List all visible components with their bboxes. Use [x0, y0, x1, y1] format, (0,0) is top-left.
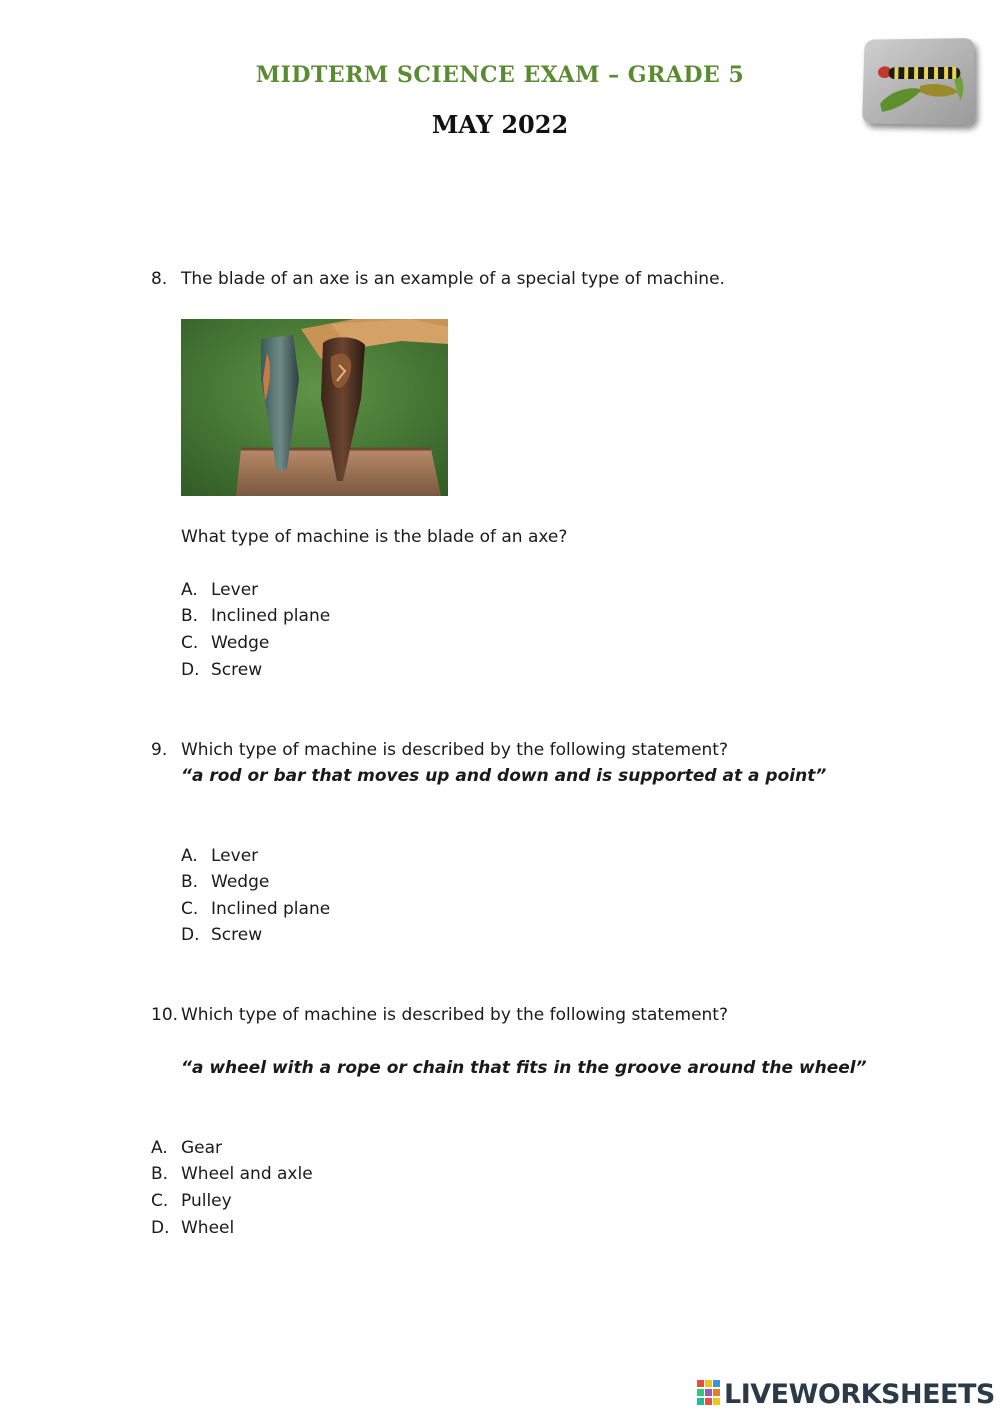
option-text: Screw — [211, 925, 263, 945]
option-letter: C. — [181, 899, 199, 919]
option-text: Pulley — [181, 1191, 232, 1211]
exam-date: MAY 2022 — [431, 110, 569, 139]
option-9b[interactable] — [181, 869, 269, 895]
option-8b[interactable] — [181, 603, 330, 629]
liveworksheets-logo-icon — [697, 1380, 721, 1408]
option-letter: C. — [151, 1191, 169, 1211]
option-letter: B. — [151, 1164, 169, 1184]
option-9c[interactable] — [181, 896, 330, 922]
option-letter: A. — [151, 1138, 168, 1158]
option-text: Inclined plane — [211, 606, 331, 626]
liveworksheets-logo[interactable] — [697, 1378, 995, 1410]
logo-text: LIVEWORKSHEETS — [724, 1378, 995, 1410]
exam-title: MIDTERM SCIENCE EXAM – GRADE 5 — [255, 62, 745, 88]
option-text: Wedge — [211, 633, 270, 653]
option-10c[interactable] — [151, 1188, 232, 1214]
option-letter: B. — [181, 606, 199, 626]
option-text: Wheel — [181, 1218, 235, 1238]
option-10d[interactable] — [151, 1215, 234, 1241]
caterpillar-photo — [862, 38, 975, 125]
option-letter: B. — [181, 872, 199, 892]
option-letter: A. — [181, 580, 198, 600]
option-9a[interactable] — [181, 843, 258, 869]
option-text: Wedge — [211, 872, 270, 892]
question-prompt: Which type of machine is described by the following statement? — [181, 1005, 728, 1025]
question-number: 8. — [151, 269, 168, 289]
question-number: 9. — [151, 740, 168, 760]
option-text: Screw — [211, 660, 263, 680]
option-text: Gear — [181, 1138, 223, 1158]
option-9d[interactable] — [181, 922, 262, 948]
option-text: Lever — [211, 846, 259, 866]
option-8d[interactable] — [181, 657, 262, 683]
option-letter: C. — [181, 633, 199, 653]
option-text: Lever — [211, 580, 259, 600]
question-prompt: The blade of an axe is an example of a special type of machine. — [181, 269, 725, 289]
option-letter: D. — [181, 660, 200, 680]
option-10a[interactable] — [151, 1135, 222, 1161]
statement-quote: “a rod or bar that moves up and down and is supported at a point” — [181, 766, 827, 786]
option-letter: D. — [181, 925, 200, 945]
statement-quote: “a wheel with a rope or chain that fits in the groove around the wheel” — [181, 1058, 867, 1078]
option-letter: D. — [151, 1218, 170, 1238]
question-followup: What type of machine is the blade of an axe? — [181, 527, 568, 547]
question-prompt: Which type of machine is described by the following statement? — [181, 740, 728, 760]
option-text: Inclined plane — [211, 899, 331, 919]
option-8c[interactable] — [181, 630, 269, 656]
option-10b[interactable] — [151, 1161, 313, 1187]
option-8a[interactable] — [181, 577, 258, 603]
option-letter: A. — [181, 846, 198, 866]
question-number: 10. — [151, 1005, 179, 1025]
option-text: Wheel and axle — [181, 1164, 313, 1184]
axe-photo — [181, 319, 448, 496]
